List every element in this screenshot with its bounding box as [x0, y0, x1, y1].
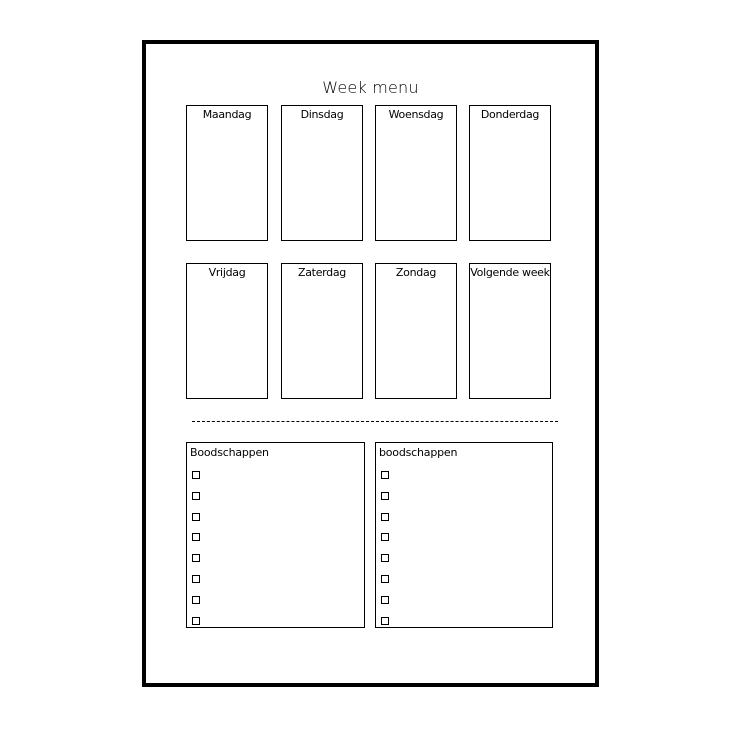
day-box-friday [186, 263, 268, 399]
day-label: Woensdag [388, 108, 444, 121]
day-label: Zaterdag [298, 266, 346, 279]
shopping-list-title: boodschappen [379, 446, 458, 459]
checkbox[interactable] [192, 596, 200, 604]
checkbox[interactable] [192, 575, 200, 583]
day-label: Dinsdag [300, 108, 344, 121]
day-label: Maandag [202, 108, 252, 121]
shopping-list-left [186, 442, 365, 628]
checkbox[interactable] [381, 575, 389, 583]
checkbox[interactable] [381, 513, 389, 521]
day-label: Donderdag [480, 108, 540, 121]
day-box-thursday [469, 105, 551, 241]
shopping-list-title: Boodschappen [190, 446, 269, 459]
checkbox[interactable] [381, 596, 389, 604]
checkbox[interactable] [381, 492, 389, 500]
checkbox[interactable] [381, 554, 389, 562]
week-menu-page [142, 40, 599, 687]
checkbox[interactable] [381, 533, 389, 541]
day-box-tuesday [281, 105, 363, 241]
checkbox[interactable] [381, 617, 389, 625]
checkbox[interactable] [192, 492, 200, 500]
page-title: Week menu [322, 78, 419, 97]
day-box-sunday [375, 263, 457, 399]
day-label: Zondag [395, 266, 437, 279]
day-label: Volgende week [470, 266, 550, 279]
checkbox[interactable] [381, 471, 389, 479]
day-box-saturday [281, 263, 363, 399]
dashed-divider [192, 421, 558, 422]
checkbox[interactable] [192, 617, 200, 625]
day-label: Vrijdag [208, 266, 246, 279]
day-box-wednesday [375, 105, 457, 241]
checkbox[interactable] [192, 513, 200, 521]
day-box-next-week [469, 263, 551, 399]
shopping-list-right [375, 442, 553, 628]
checkbox[interactable] [192, 533, 200, 541]
day-box-monday [186, 105, 268, 241]
checkbox[interactable] [192, 554, 200, 562]
checkbox[interactable] [192, 471, 200, 479]
